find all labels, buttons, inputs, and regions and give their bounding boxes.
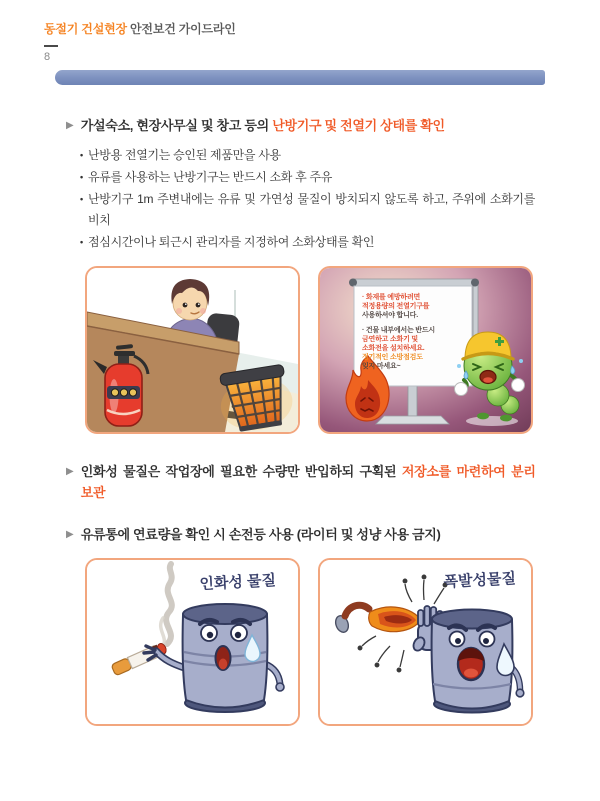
section-divider-bar xyxy=(55,70,545,85)
heating-bullet-list xyxy=(80,145,535,253)
heading-accent: 저장소를 마련하여 분리 보관 xyxy=(80,464,536,500)
heading-plain: 인화성 물질은 작업장에 필요한 수량만 반입하되 구획된 xyxy=(80,464,402,479)
heading-plain: 유류통에 연료량을 확인 시 손전등 사용 (라이터 및 성냥 사용 금지) xyxy=(80,527,441,542)
flammable-label: 인화성 물질 xyxy=(199,572,277,593)
whiteboard-line: · 화재를 예방하려면 xyxy=(362,294,421,301)
dot-bullet-icon: • xyxy=(80,150,83,160)
heading-fuel-check xyxy=(66,524,545,545)
whiteboard-line: 잊지 마세요~ xyxy=(362,363,401,370)
explosive-drum-scene xyxy=(320,560,531,724)
explosive-label: 폭발성물질 xyxy=(443,570,517,591)
triangle-bullet-icon: ▶ xyxy=(66,466,74,477)
doc-title-rest: 안전보건 가이드라인 xyxy=(130,22,236,36)
list-item: • 난방기구 1m 주변내에는 유류 및 가연성 물질이 방치되지 않도록 하고, 주위에 소화기를 비치 xyxy=(80,189,535,231)
list-item: • 유류를 사용하는 난방기구는 반드시 소화 후 주유 xyxy=(80,167,535,188)
triangle-bullet-icon: ▶ xyxy=(66,120,74,131)
office-heater-scene xyxy=(87,268,298,432)
dot-bullet-icon: • xyxy=(80,172,83,182)
whiteboard-line: 소화전을 설치하세요. xyxy=(362,345,425,352)
illustration-whiteboard-fire xyxy=(318,266,533,434)
doc-title xyxy=(44,20,545,37)
whiteboard-text xyxy=(362,293,472,371)
illustration-row-1 xyxy=(85,266,545,434)
page-number: 8 xyxy=(44,51,51,63)
dot-bullet-icon: • xyxy=(80,237,83,247)
heading-accent: 난방기구 및 전열기 상태를 확인 xyxy=(272,118,445,133)
title-divider xyxy=(44,45,58,47)
flammable-drum-scene xyxy=(87,560,298,724)
heading-plain: 가설숙소, 현장사무실 및 창고 등의 xyxy=(80,118,273,133)
whiteboard-line: 금연하고 소화기 및 xyxy=(362,336,418,343)
illustration-explosive-drum xyxy=(318,558,533,726)
heading-heating-check xyxy=(66,115,545,136)
whiteboard-line: 적정용량의 전열기구를 xyxy=(362,303,430,310)
list-item: • 난방용 전열기는 승인된 제품만을 사용 xyxy=(80,145,535,166)
whiteboard-line: · 건물 내부에서는 반드시 xyxy=(362,327,435,334)
heading-storage xyxy=(66,461,545,503)
doc-title-highlight: 동절기 건설현장 xyxy=(44,22,127,36)
whiteboard-line: 사용하셔야 합니다. xyxy=(362,312,418,319)
list-item: • 점심시간이나 퇴근시 관리자를 지정하여 소화상태를 확인 xyxy=(80,232,535,253)
triangle-bullet-icon: ▶ xyxy=(66,529,74,540)
whiteboard-line: 정기적인 소방점검도 xyxy=(362,354,423,361)
illustration-flammable-drum xyxy=(85,558,300,726)
dot-bullet-icon: • xyxy=(80,194,83,204)
illustration-row-2 xyxy=(85,558,545,726)
illustration-office-heater xyxy=(85,266,300,434)
